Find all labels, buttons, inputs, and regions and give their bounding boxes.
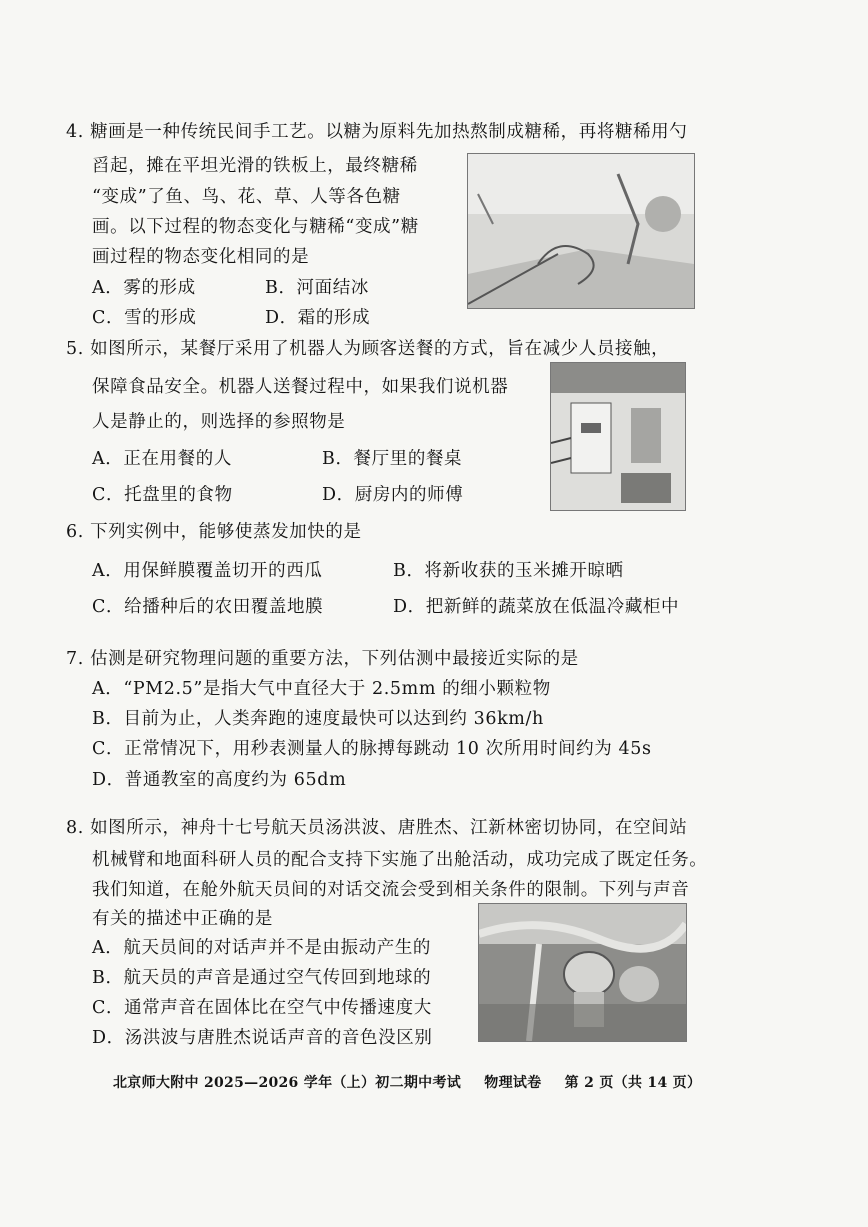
q8-option-d[interactable]: D．汤洪波与唐胜杰说话声音的音色没区别 (92, 1028, 433, 1048)
q4-option-c[interactable]: C．雪的形成 (92, 308, 197, 328)
q8-option-b[interactable]: B．航天员的声音是通过空气传回到地球的 (92, 968, 432, 988)
q8-line-1: 8. 如图所示，神舟十七号航天员汤洪波、唐胜杰、江新林密切协同，在空间站 (66, 818, 688, 838)
q6-option-c[interactable]: C．给播种后的农田覆盖地膜 (92, 597, 324, 617)
q8-line-4: 有关的描述中正确的是 (92, 909, 273, 929)
q4-line-3: “变成”了鱼、鸟、花、草、人等各色糖 (92, 187, 401, 207)
q6-option-a[interactable]: A．用保鲜膜覆盖切开的西瓜 (92, 561, 323, 581)
q5-line-2: 保障食品安全。机器人送餐过程中，如果我们说机器 (92, 377, 509, 397)
q4-option-a[interactable]: A．雾的形成 (92, 278, 196, 298)
q4-line-5: 画过程的物态变化相同的是 (92, 247, 310, 267)
q6-number: 6. (66, 522, 84, 542)
q4-line-1: 4. 糖画是一种传统民间手工艺。以糖为原料先加热熬制成糖稀，再将糖稀用勺 (66, 122, 688, 142)
q4-line-2: 舀起，摊在平坦光滑的铁板上，最终糖稀 (92, 156, 418, 176)
q7-number: 7. (66, 649, 84, 669)
q4-number: 4. (66, 122, 84, 142)
q8-line-3: 我们知道，在舱外航天员间的对话交流会受到相关条件的限制。下列与声音 (92, 880, 690, 900)
q7-option-c[interactable]: C．正常情况下，用秒表测量人的脉搏每跳动 10 次所用时间约为 45s (92, 739, 652, 759)
q8-number: 8. (66, 818, 84, 838)
q7-line-1: 7. 估测是研究物理问题的重要方法，下列估测中最接近实际的是 (66, 649, 579, 669)
q5-line-3: 人是静止的，则选择的参照物是 (92, 412, 346, 432)
q7-option-a[interactable]: A．“PM2.5”是指大气中直径大于 2.5mm 的细小颗粒物 (92, 679, 551, 699)
footer-school: 北京师大附中 2025—2026 学年（上）初二期中考试 (113, 1075, 462, 1091)
q5-option-d[interactable]: D．厨房内的师傅 (322, 485, 464, 505)
q5-number: 5. (66, 339, 84, 359)
q4-option-b[interactable]: B．河面结冰 (265, 278, 369, 298)
q7-option-d[interactable]: D．普通教室的高度约为 65dm (92, 770, 347, 790)
q6-option-b[interactable]: B．将新收获的玉米摊开晾晒 (393, 561, 624, 581)
footer-subject: 物理试卷 (484, 1075, 542, 1091)
q5-option-b[interactable]: B．餐厅里的餐桌 (322, 449, 463, 469)
q8-option-a[interactable]: A．航天员间的对话声并不是由振动产生的 (92, 938, 432, 958)
q5-option-c[interactable]: C．托盘里的食物 (92, 485, 233, 505)
q4-line-4: 画。以下过程的物态变化与糖稀“变成”糖 (92, 217, 419, 237)
q7-option-b[interactable]: B．目前为止，人类奔跑的速度最快可以达到约 36km/h (92, 709, 544, 729)
footer-page-number: 第 2 页（共 14 页） (564, 1075, 702, 1091)
page-footer (113, 1072, 719, 1092)
q8-option-c[interactable]: C．通常声音在固体比在空气中传播速度大 (92, 998, 432, 1018)
q6-line-1: 6. 下列实例中，能够使蒸发加快的是 (66, 522, 362, 542)
q5-line-1: 5. 如图所示，某餐厅采用了机器人为顾客送餐的方式，旨在减少人员接触， (66, 339, 670, 359)
sugar-painting-photo (467, 153, 695, 309)
astronaut-spacewalk-photo (478, 903, 687, 1042)
q8-line-2: 机械臂和地面科研人员的配合支持下实施了出舱活动，成功完成了既定任务。 (92, 850, 708, 870)
q6-option-d[interactable]: D．把新鲜的蔬菜放在低温冷藏柜中 (393, 597, 680, 617)
robot-waiter-photo (550, 362, 686, 511)
q4-option-d[interactable]: D．霜的形成 (265, 308, 371, 328)
q5-option-a[interactable]: A．正在用餐的人 (92, 449, 232, 469)
